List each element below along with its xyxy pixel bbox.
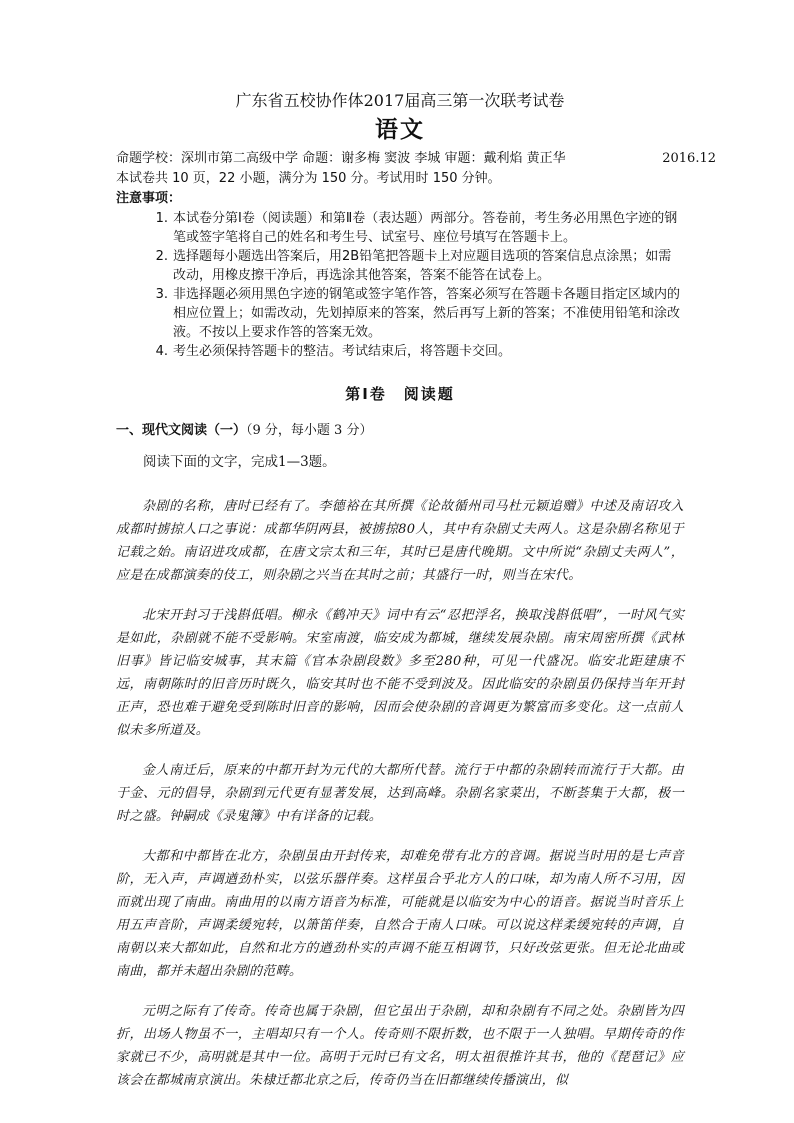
section-score: （9 分，每小题 3 分）: [246, 423, 373, 438]
passage-paragraph: 北宋开封习于浅斟低唱。柳永《鹤冲天》词中有云“忍把浮名，换取浅斟低唱”，一时风气实是如此，杂剧就不能不受影响。宋室南渡，临安成为都城，继续发展杂剧。南宋周密所撰《武林旧事》皆记临安城事，其末篇《官本杂剧段数》多至280种，可见一代盛况。临安北距建康不远，南朝陈时的旧音历时既久，临安其时也不能不受到波及。因此临安的杂剧虽仍保持当年开封正声，恐也难于避免受到陈时旧音的影响，因而会使杂剧的音调更为繁富而多变化。这一点前人似未多所道及。: [116, 608, 684, 738]
volume-title: 第Ⅰ卷 阅读题: [345, 385, 455, 403]
passage-paragraph: 杂剧的名称，唐时已经有了。李德裕在其所撰《论故循州司马杜元颖追赠》中述及南诏攻入成都时掳掠人口之事说：成都华阴两县，被掳掠80人，其中有杂剧丈夫两人。这是杂剧名称见于记载之始。南诏进攻成都，在唐文宗太和三年，其时已是唐代晚期。文中所说“杂剧丈夫两人”，应是在成都演奏的伎工，则杂剧之兴当在其时之前；其盛行一时，则当在宋代。: [116, 499, 684, 583]
notes-list: [116, 209, 684, 361]
note-text: 本试卷分第Ⅰ卷（阅读题）和第Ⅱ卷（表达题）两部分。答卷前，考生务必用黑色字迹的钢笔或签字笔将自己的姓名和考生号、试室号、座位号填写在答题卡上。: [173, 211, 678, 245]
school-author-info: 命题学校：深圳市第二高级中学 命题：谢多梅 窦波 李城 审题：戴利焰 黄正华: [116, 151, 566, 166]
note-item: [116, 342, 684, 361]
school-line: [116, 149, 716, 169]
note-text: 选择题每小题选出答案后，用2B铅笔把答题卡上对应题目选项的答案信息点涂黑；如需改动，用橡皮擦干净后，再选涂其他答案，答案不能答在试卷上。: [173, 249, 672, 283]
passage-paragraph: 金人南迁后，原来的中都开封为元代的大都所代替。流行于中都的杂剧转而流行于大都。由于金、元的倡导，杂剧到元代更有显著发展，达到高峰。杂剧名家菜出，不断荟集于大都，极一时之盛。钟嗣成《录鬼簿》中有详备的记载。: [116, 763, 684, 824]
note-number: 1.: [155, 211, 168, 226]
note-number: 2.: [155, 249, 168, 264]
note-number: 4.: [155, 344, 168, 359]
note-item: [116, 209, 684, 247]
note-text: 非选择题必须用黑色字迹的钢笔或签字笔作答，答案必须写在答题卡各题目指定区域内的相应位置上；如需改动，先划掉原来的答案，然后再写上新的答案；不准使用铅笔和涂改液。不按以上要求作答的答案无效。: [173, 287, 681, 340]
passage-paragraph: 元明之际有了传奇。传奇也属于杂剧，但它虽出于杂剧，却和杂剧有不同之处。杂剧皆为四折，出场人物虽不一，主唱却只有一个人。传奇则不限折数，也不限于一人独唱。早期传奇的作家就已不少，高明就是其中一位。高明于元时已有文名，明太祖很推许其书，他的《琵琶记》应该会在都城南京演出。朱棣迁都北京之后，传奇仍当在旧都继续传播演出，似: [116, 1004, 684, 1088]
note-item: [116, 285, 684, 342]
note-number: 3.: [155, 287, 168, 302]
reading-instruction: 阅读下面的文字，完成1—3题。: [143, 454, 336, 470]
exam-title: 广东省五校协作体2017届高三第一次联考试卷: [235, 91, 565, 110]
exam-info: 本试卷共 10 页，22 小题，满分为 150 分。考试用时 150 分钟。: [116, 171, 501, 186]
section-heading: [116, 421, 684, 441]
note-text: 考生必须保持答题卡的整洁。考试结束后，将答题卡交回。: [173, 344, 512, 359]
exam-date: 2016.12: [662, 151, 716, 166]
subject-title: 语文: [375, 117, 425, 143]
passage-paragraph: 大都和中都皆在北方，杂剧虽由开封传来，却难免带有北方的音调。据说当时用的是七声音阶，无入声，声调遒劲朴实，以弦乐器伴奏。这样虽合乎北方人的口味，却为南人所不习用，因而就出现了南曲。南曲用的以南方语音为标准，可能就是以临安为中心的语音。据说当时音乐上用五声音阶，声调柔缓宛转，以箫笛伴奏，自然合于南人口味。可以说这样柔缓宛转的声调，自南朝以来大都如此，自然和北方的遒劲朴实的声调不能互相调节，只好改弦更张。但无论北曲或南曲，都并未超出杂剧的范畴。: [116, 849, 684, 979]
section-title: 一、现代文阅读（一）: [116, 423, 247, 438]
notes-heading: 注意事项：: [116, 191, 182, 206]
note-item: [116, 247, 684, 285]
